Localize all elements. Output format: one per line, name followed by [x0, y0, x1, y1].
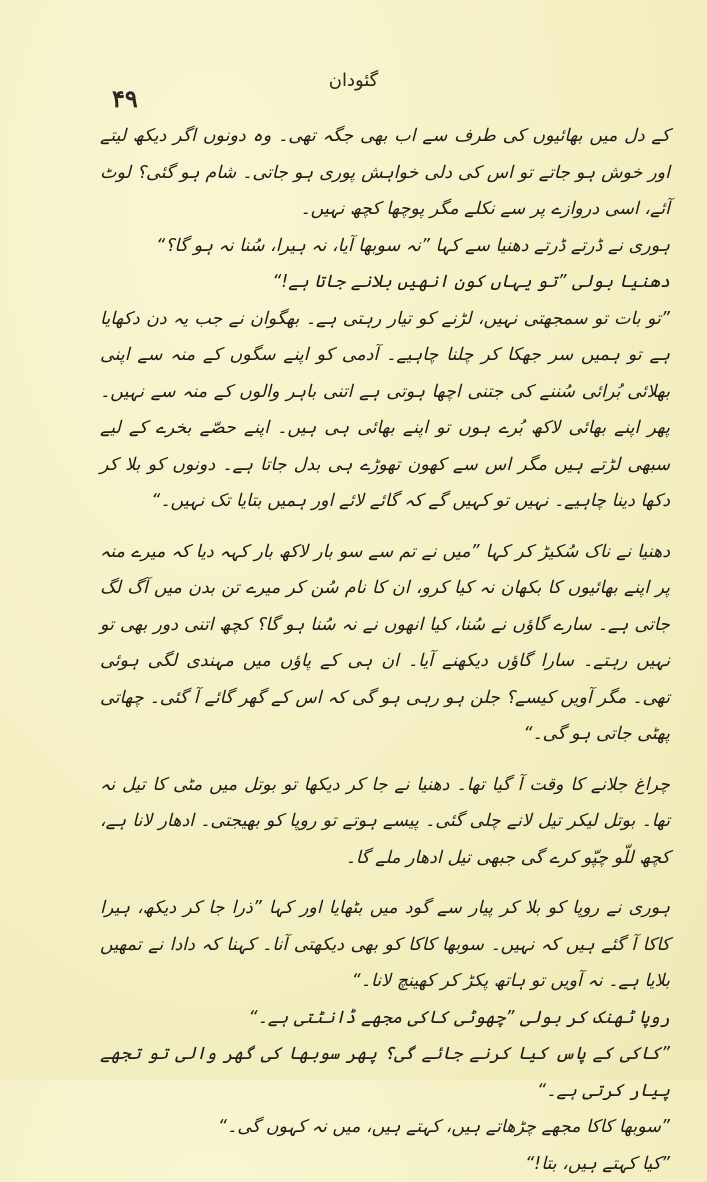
page-header	[0, 68, 707, 108]
running-head-title: گئودان	[0, 70, 707, 91]
paragraph: ہوری نے ڈرتے ڈرتے دھنیا سے کہا ”نہ سوبھا آیا، نہ ہیرا، سُنا نہ ہو گا؟“	[100, 228, 670, 265]
paragraph: دھنیا بولی ”تو یہاں کون انھیں بلانے جاتا ہے!“	[100, 264, 670, 301]
paragraph: کے دل میں بھائیوں کی طرف سے اب بھی جگہ تھی۔ وہ دونوں اگر دیکھ لیتے اور خوش ہو جاتے تو اس کی دلی خواہش پوری ہو جاتی۔ شام ہو گئی؟ لوٹ آئے، اسی دروازے پر سے نکلے مگر پوچھا کچھ نہیں۔	[100, 118, 670, 228]
paragraph: ”کاکی کے پاس کیا کرنے جائے گی؟ پھر سوبھا کی گھر والی تو تجھے پیار کرتی ہے۔“	[100, 1036, 670, 1109]
paragraph: دھنیا نے ناک سُکیڑ کر کہا ”میں نے تم سے سو بار لاکھ بار کہہ دیا کہ میرے منہ پر اپنے بھائیوں کا بکھان نہ کیا کرو، ان کا نام سُن کر میرے تن بدن میں آگ لگ جاتی ہے۔ سارے گاؤں نے سُنا، کیا انھوں نے نہ سُنا ہو گا؟ کچھ اتنی دور بھی تو نہیں رہتے۔ سارا گاؤں دیکھنے آیا۔ ان ہی کے پاؤں میں مہندی لگی ہوئی تھی۔ مگر آویں کیسے؟ جلن ہو رہی ہو گی کہ اس کے گھر گائے آ گئی۔ چھاتی پھٹی جاتی ہو گی۔“	[100, 534, 670, 753]
paragraph: چراغ جلانے کا وقت آ گیا تھا۔ دھنیا نے جا کر دیکھا تو بوتل میں مٹی کا تیل نہ تھا۔ بوتل لیکر تیل لانے چلی گئی۔ پیسے ہوتے تو روپا کو بھیجتی۔ ادھار لانا ہے، کچھ للّو چپّو کرے گی جبھی تیل ادھار ملے گا۔	[100, 767, 670, 877]
paragraph: ”تو بات تو سمجھتی نہیں، لڑنے کو تیار رہتی ہے۔ بھگوان نے جب یہ دن دکھایا ہے تو ہمیں سر جھکا کر چلنا چاہیے۔ آدمی کو اپنے سگوں کے منہ سے اپنی بھلائی بُرائی سُننے کی جتنی اچھا ہوتی ہے اتنی باہر والوں کے منہ سے نہیں۔ پھر اپنے بھائی لاکھ بُرے ہوں تو اپنے بھائی ہی ہیں۔ اپنے حصّے بخرے کے لیے سبھی لڑتے ہیں مگر اس سے کھون تھوڑے ہی بدل جاتا ہے۔ دونوں کو بلا کر دکھا دینا چاہیے۔ نہیں تو کہیں گے کہ گائے لائے اور ہمیں بتایا تک نہیں۔“	[100, 301, 670, 520]
paragraph: روپا ٹھنک کر بولی ”چھوٹی کاکی مجھے ڈانٹتی ہے۔“	[100, 1000, 670, 1037]
paragraph: ہوری نے روپا کو بلا کر پیار سے گود میں بٹھایا اور کہا ”ذرا جا کر دیکھ، ہیرا کاکا آ گئے ہیں کہ نہیں۔ سوبھا کاکا کو بھی دیکھتی آنا۔ کہنا کہ دادا نے تمھیں بلایا ہے۔ نہ آویں تو ہاتھ پکڑ کر کھینچ لانا۔“	[100, 890, 670, 1000]
paragraph: ”سوبھا کاکا مجھے چڑھاتے ہیں، کہتے ہیں، میں نہ کہوں گی۔“	[100, 1109, 670, 1146]
body-text	[100, 118, 670, 1182]
paragraph: ”کیا کہتے ہیں، بتا!“	[100, 1146, 670, 1182]
page-number: ۴۹	[112, 84, 138, 113]
